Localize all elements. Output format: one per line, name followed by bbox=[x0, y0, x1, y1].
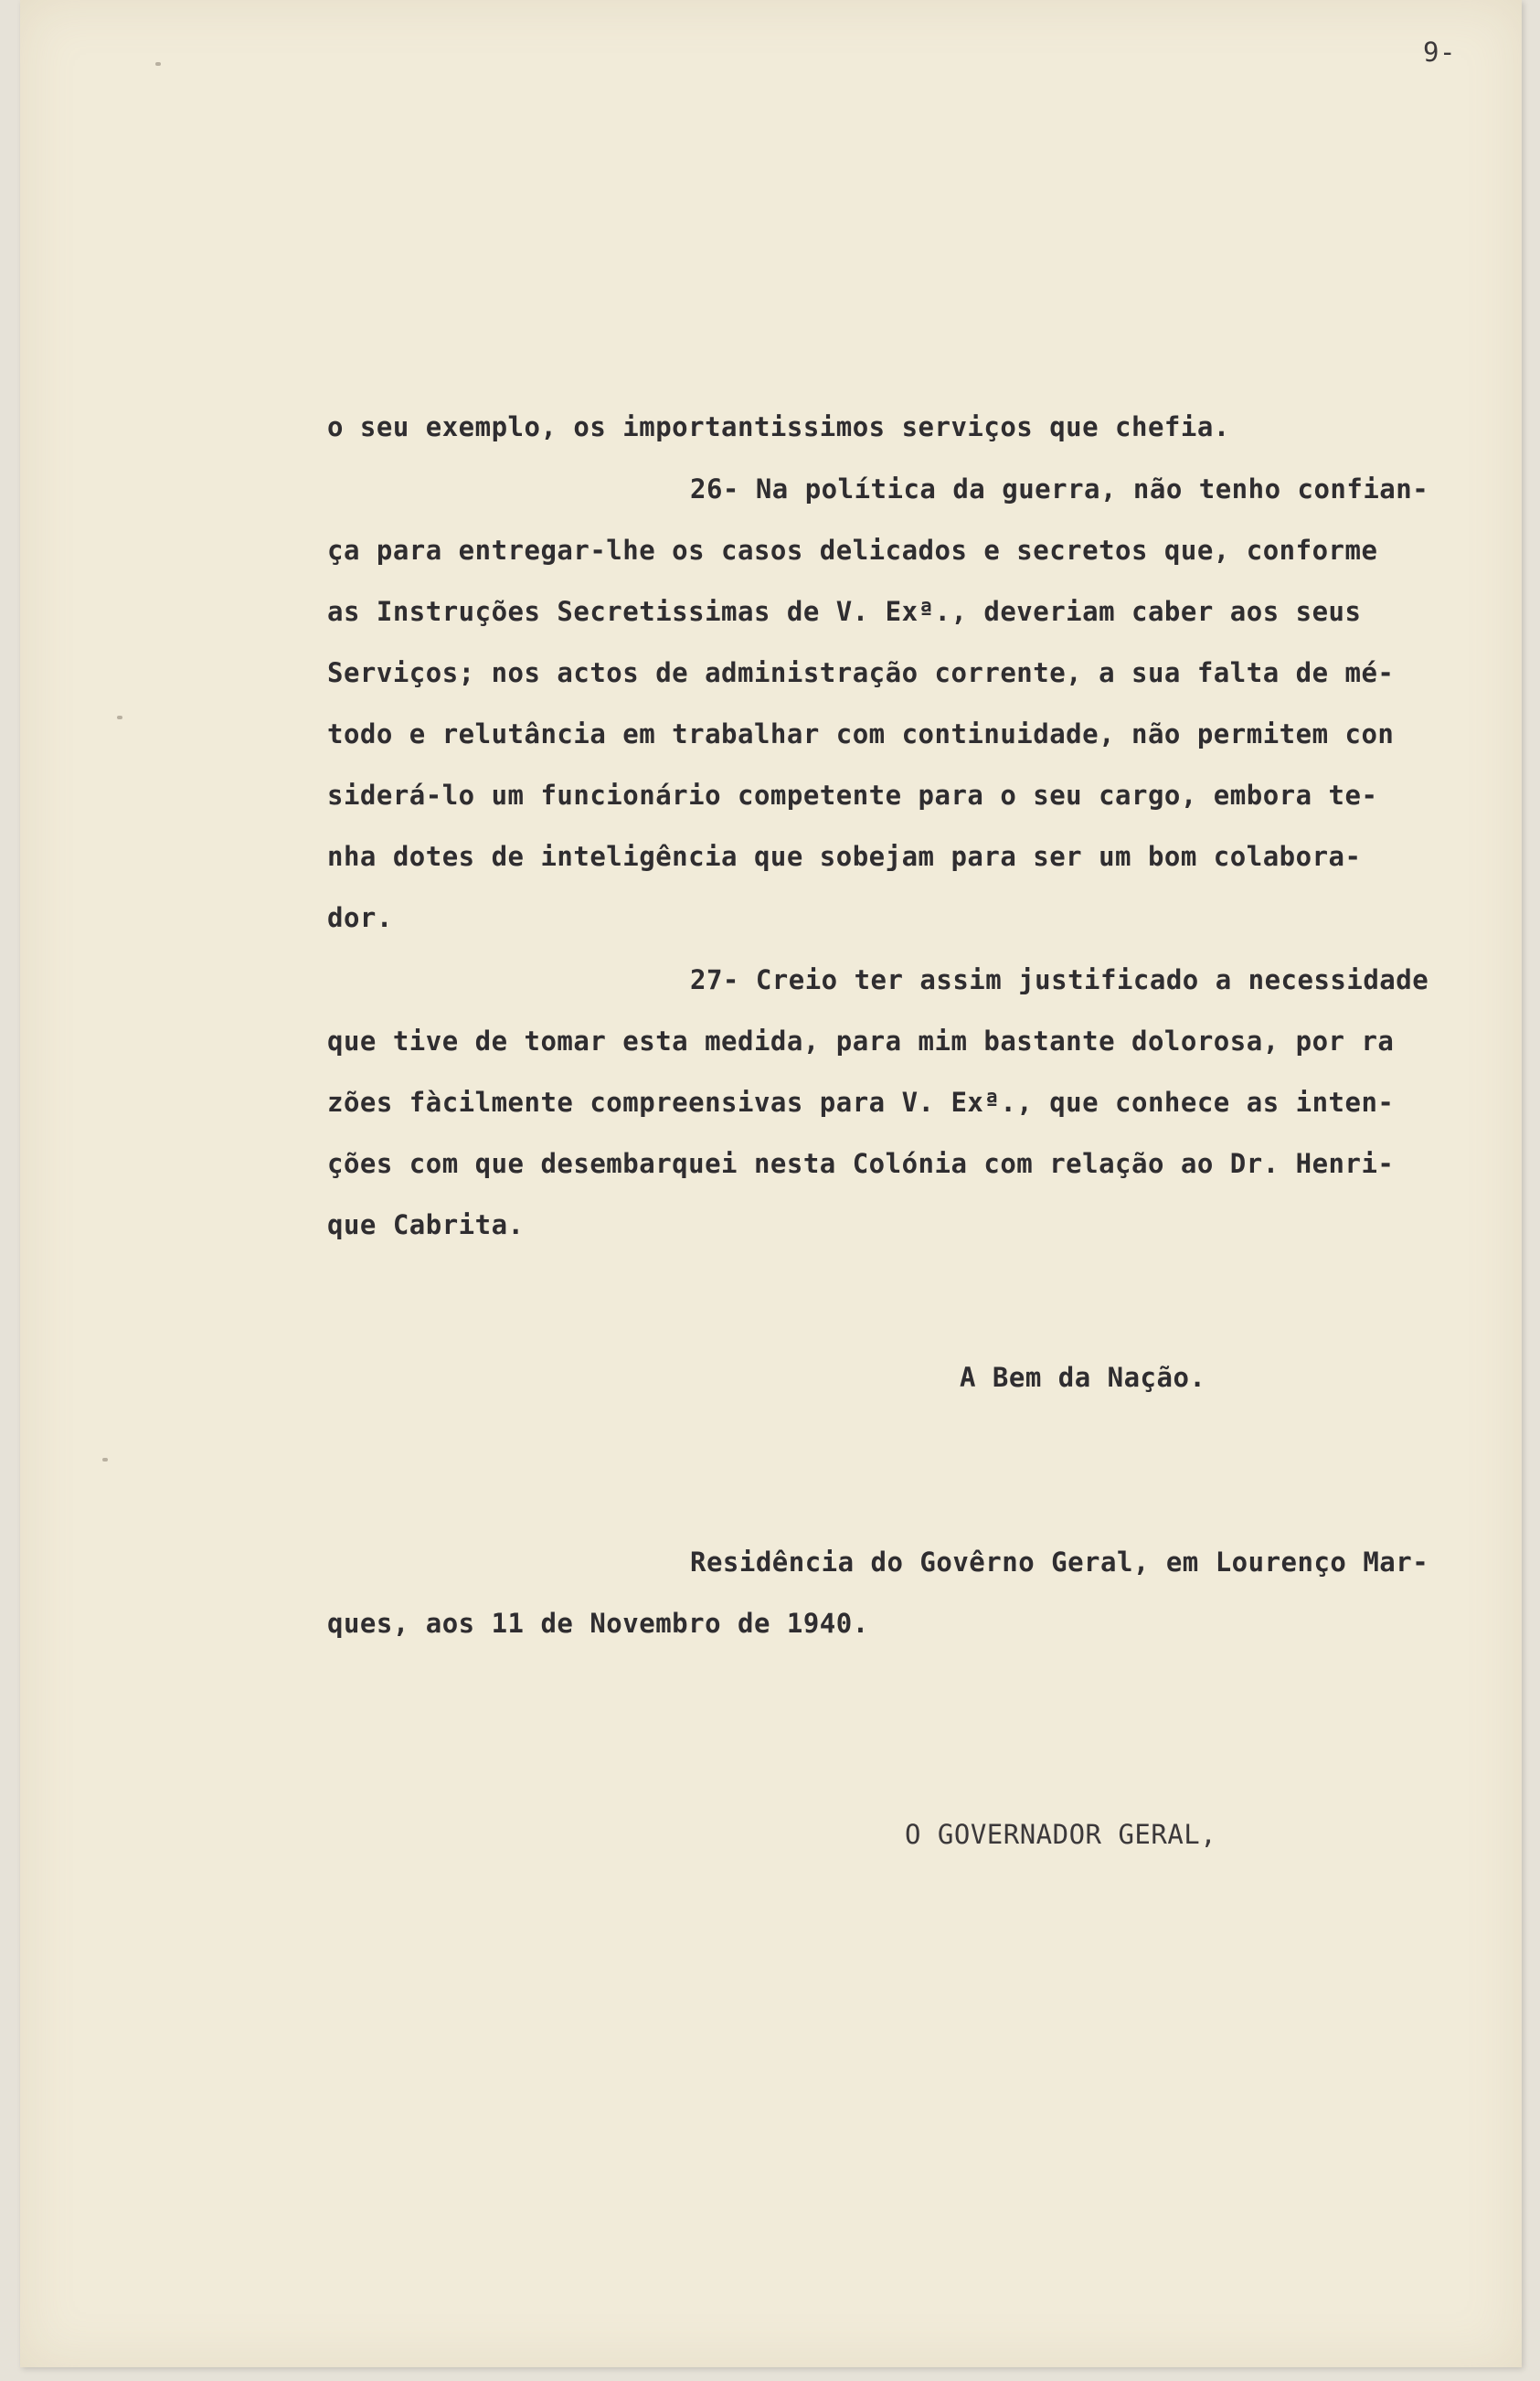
text-line: Serviços; nos actos de administração corrente, a sua falta de mé- bbox=[327, 657, 1395, 688]
text-line: dor. bbox=[327, 902, 393, 933]
paper-speck bbox=[117, 716, 122, 719]
text-line: as Instruções Secretissimas de V. Exª., deveriam caber aos seus bbox=[327, 596, 1362, 627]
text-line: todo e relutância em trabalhar com continuidade, não permitem con bbox=[327, 718, 1395, 749]
text-line: que tive de tomar esta medida, para mim bastante dolorosa, por ra bbox=[327, 1026, 1395, 1057]
document-page bbox=[20, 0, 1522, 2367]
text-line: 26- Na política da guerra, não tenho confian- bbox=[690, 473, 1429, 505]
text-line: o seu exemplo, os importantissimos serviços que chefia. bbox=[327, 411, 1230, 442]
text-line: que Cabrita. bbox=[327, 1209, 525, 1240]
text-line: zões fàcilmente compreensivas para V. Exª., que conhece as inten- bbox=[327, 1087, 1395, 1118]
place-date-line: ques, aos 11 de Novembro de 1940. bbox=[327, 1608, 869, 1639]
text-line: 27- Creio ter assim justificado a necessidade bbox=[690, 964, 1429, 995]
signature-title: O GOVERNADOR GERAL, bbox=[905, 1819, 1217, 1850]
place-date-line: Residência do Govêrno Geral, em Lourenço Mar- bbox=[690, 1547, 1429, 1578]
paper-speck bbox=[102, 1458, 108, 1462]
paper-speck bbox=[155, 62, 161, 66]
text-line: siderá-lo um funcionário competente para o seu cargo, embora te- bbox=[327, 780, 1378, 811]
closing-phrase: A Bem da Nação. bbox=[960, 1362, 1206, 1393]
text-line: ções com que desembarquei nesta Colónia com relação ao Dr. Henri- bbox=[327, 1148, 1395, 1179]
text-line: nha dotes de inteligência que sobejam para ser um bom colabora- bbox=[327, 841, 1362, 872]
text-line: ça para entregar-lhe os casos delicados e secretos que, conforme bbox=[327, 535, 1378, 566]
page-number: 9- bbox=[1423, 37, 1456, 68]
